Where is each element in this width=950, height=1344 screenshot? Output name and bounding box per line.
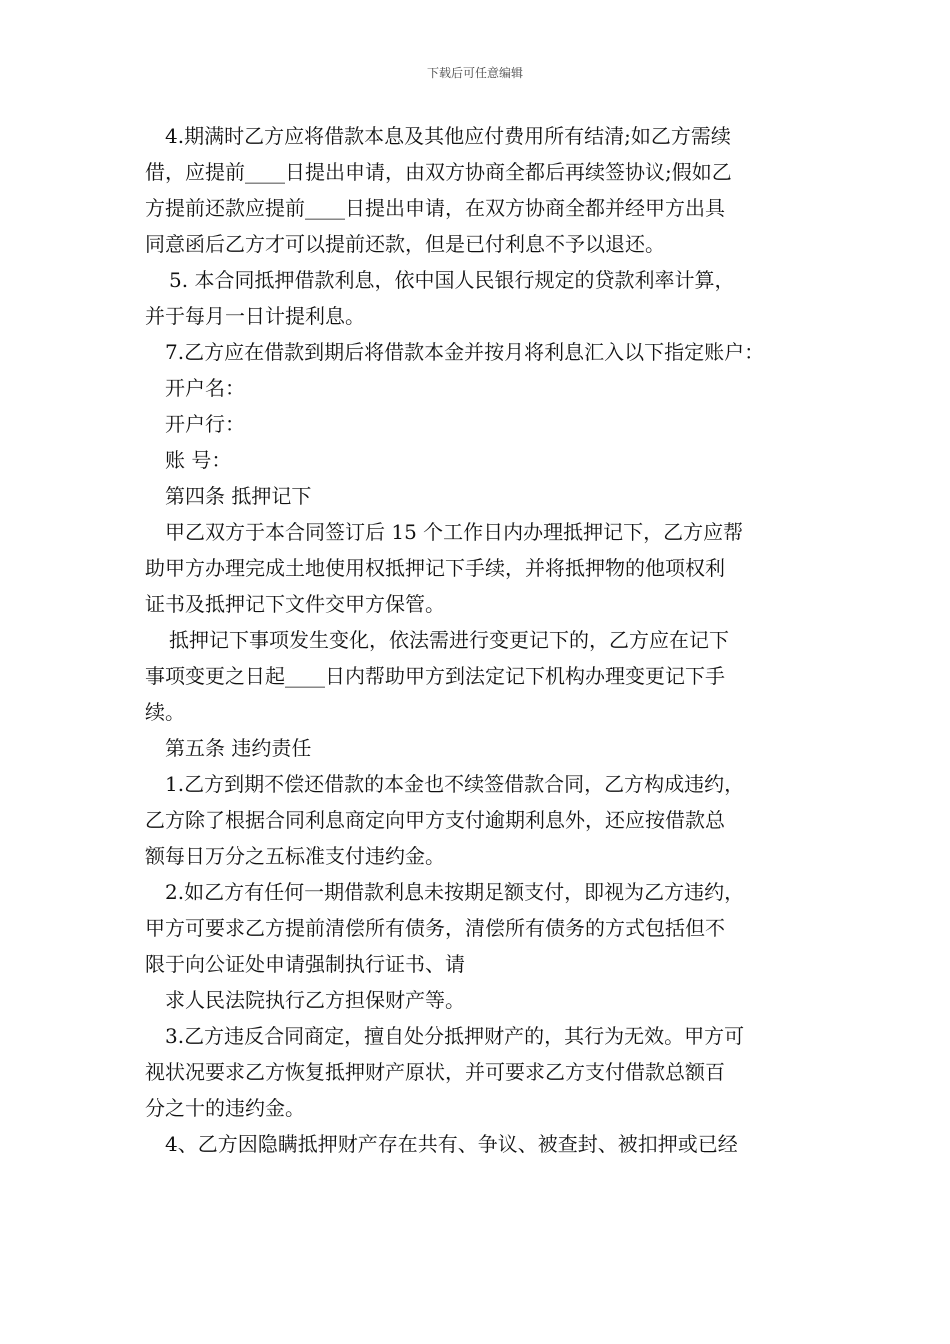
document-line: 限于向公证处申请强制执行证书、请 [145, 952, 465, 976]
document-line: 第五条 违约责任 [165, 736, 312, 760]
document-line: 续。 [145, 700, 185, 724]
document-line: 7.乙方应在借款到期后将借款本金并按月将利息汇入以下指定账户： [165, 340, 765, 364]
document-line: 开户名： [165, 376, 245, 400]
document-line: 1.乙方到期不偿还借款的本金也不续签借款合同，乙方构成违约， [165, 772, 745, 796]
document-line: 分之十的违约金。 [145, 1096, 305, 1120]
document-line: 同意函后乙方才可以提前还款，但是已付利息不予以退还。 [145, 232, 665, 256]
document-line: 甲乙双方于本合同签订后 15 个工作日内办理抵押记下，乙方应帮 [165, 520, 744, 544]
document-line: 开户行： [165, 412, 245, 436]
document-line: 方提前还款应提前____日提出申请，在双方协商全都并经甲方出具 [145, 196, 725, 220]
document-line: 事项变更之日起____日内帮助甲方到法定记下机构办理变更记下手 [145, 664, 725, 688]
document-line: 4、乙方因隐瞒抵押财产存在共有、争议、被查封、被扣押或已经 [165, 1132, 738, 1156]
page-header: 下载后可任意编辑 [426, 66, 523, 80]
document-line: 视状况要求乙方恢复抵押财产原状，并可要求乙方支付借款总额百 [145, 1060, 725, 1084]
document-line: 额每日万分之五标准支付违约金。 [145, 844, 445, 868]
document-line: 甲方可要求乙方提前清偿所有债务，清偿所有债务的方式包括但不 [145, 916, 725, 940]
document-line: 并于每月一日计提利息。 [145, 304, 365, 328]
document-line: 4.期满时乙方应将借款本息及其他应付费用所有结清;如乙方需续 [165, 124, 731, 148]
document-line: 2.如乙方有任何一期借款利息未按期足额支付，即视为乙方违约， [165, 880, 745, 904]
document-line: 5. 本合同抵押借款利息，依中国人民银行规定的贷款利率计算， [169, 268, 735, 292]
document-line: 求人民法院执行乙方担保财产等。 [165, 988, 465, 1012]
document-line: 3.乙方违反合同商定，擅自处分抵押财产的，其行为无效。甲方可 [165, 1024, 745, 1048]
document-line: 第四条 抵押记下 [165, 484, 312, 508]
document-line: 乙方除了根据合同利息商定向甲方支付逾期利息外，还应按借款总 [145, 808, 725, 832]
document-line: 抵押记下事项发生变化，依法需进行变更记下的，乙方应在记下 [169, 628, 729, 652]
document-body [145, 118, 810, 1162]
document-line: 助甲方办理完成土地使用权抵押记下手续，并将抵押物的他项权利 [145, 556, 725, 580]
document-line: 账 号： [165, 448, 232, 472]
document-line: 证书及抵押记下文件交甲方保管。 [145, 592, 445, 616]
document-line: 借，应提前____日提出申请，由双方协商全都后再续签协议;假如乙 [145, 160, 732, 184]
